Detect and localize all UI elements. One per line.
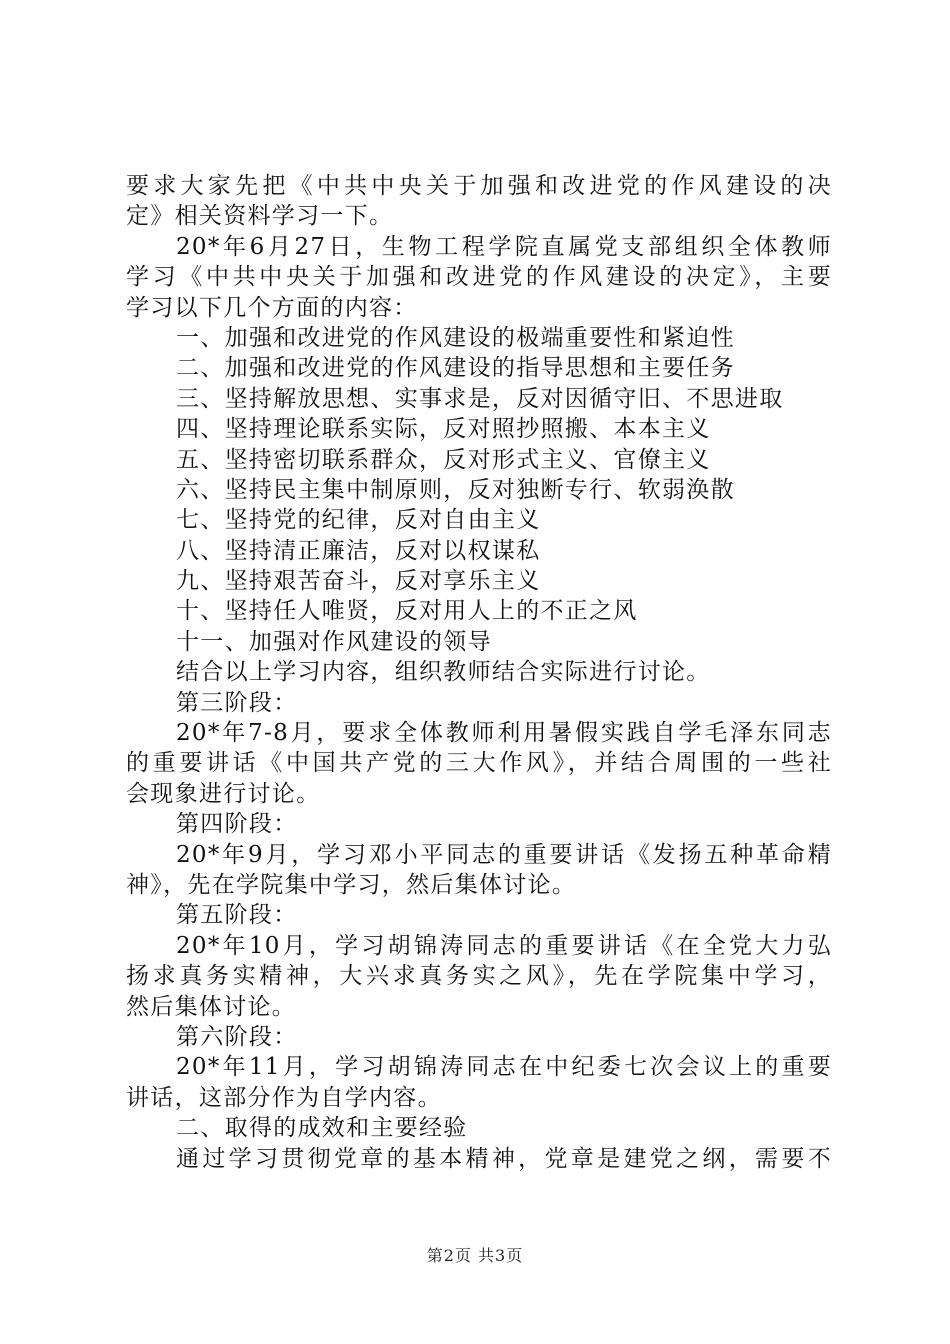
text-line: 神》，先在学院集中学习，然后集体讨论。 <box>126 871 577 898</box>
text-line: 十、坚持任人唯贤，反对用人上的不正之风 <box>176 598 638 625</box>
text-line: 四、坚持理论联系实际，反对照抄照搬、本本主义 <box>176 416 711 443</box>
text-line: 第六阶段： <box>176 1023 298 1050</box>
text-line: 九、坚持艰苦奋斗，反对享乐主义 <box>176 568 541 595</box>
text-line: 要求大家先把《中共中央关于加强和改进党的作风建设的决 <box>126 173 832 199</box>
text-line: 六、坚持民主集中制原则，反对独断专行、软弱涣散 <box>176 476 735 503</box>
text-line: 20*年7-8月，要求全体教师利用暑假实践自学毛泽东同志 <box>176 720 832 747</box>
text-line: 二、取得的成效和主要经验 <box>176 1115 468 1142</box>
text-line: 第三阶段： <box>176 689 298 716</box>
text-line: 通过学习贯彻党章的基本精神，党章是建党之纲，需要不 <box>176 1145 832 1172</box>
text-line: 20*年11月，学习胡锦涛同志在中纪委七次会议上的重要 <box>176 1054 832 1081</box>
text-line: 学习以下几个方面的内容： <box>126 294 418 321</box>
text-line: 20*年9月，学习邓小平同志的重要讲话《发扬五种革命精 <box>176 841 832 868</box>
text-line: 三、坚持解放思想、实事求是，反对因循守旧、不思进取 <box>176 385 784 412</box>
text-line: 然后集体讨论。 <box>126 993 297 1020</box>
text-line: 十一、加强对作风建设的领导 <box>176 628 492 655</box>
text-line: 20*年6月27日，生物工程学院直属党支部组织全体教师 <box>176 233 832 260</box>
text-line: 20*年10月，学习胡锦涛同志的重要讲话《在全党大力弘 <box>176 932 832 959</box>
text-line: 第四阶段： <box>176 811 298 838</box>
text-line: 会现象进行讨论。 <box>126 780 321 807</box>
text-line: 八、坚持清正廉洁，反对以权谋私 <box>176 537 541 564</box>
page-footer: 第2页 共3页 <box>426 1246 524 1265</box>
text-line: 一、加强和改进党的作风建设的极端重要性和紧迫性 <box>176 324 735 351</box>
text-line: 讲话，这部分作为自学内容。 <box>126 1084 442 1111</box>
text-line: 第五阶段： <box>176 902 298 929</box>
text-line: 学习《中共中央关于加强和改进党的作风建设的决定》，主要 <box>126 264 832 291</box>
document-body <box>126 171 832 1174</box>
text-line: 扬求真务实精神，大兴求真务实之风》，先在学院集中学习， <box>126 963 832 990</box>
text-line: 七、坚持党的纪律，反对自由主义 <box>176 507 541 534</box>
text-line: 定》相关资料学习一下。 <box>126 203 394 230</box>
text-line: 结合以上学习内容，组织教师结合实际进行讨论。 <box>176 659 711 686</box>
text-line: 二、加强和改进党的作风建设的指导思想和主要任务 <box>176 355 735 382</box>
text-line: 的重要讲话《中国共产党的三大作风》，并结合周围的一些社 <box>126 750 832 777</box>
text-line: 五、坚持密切联系群众，反对形式主义、官僚主义 <box>176 446 711 473</box>
